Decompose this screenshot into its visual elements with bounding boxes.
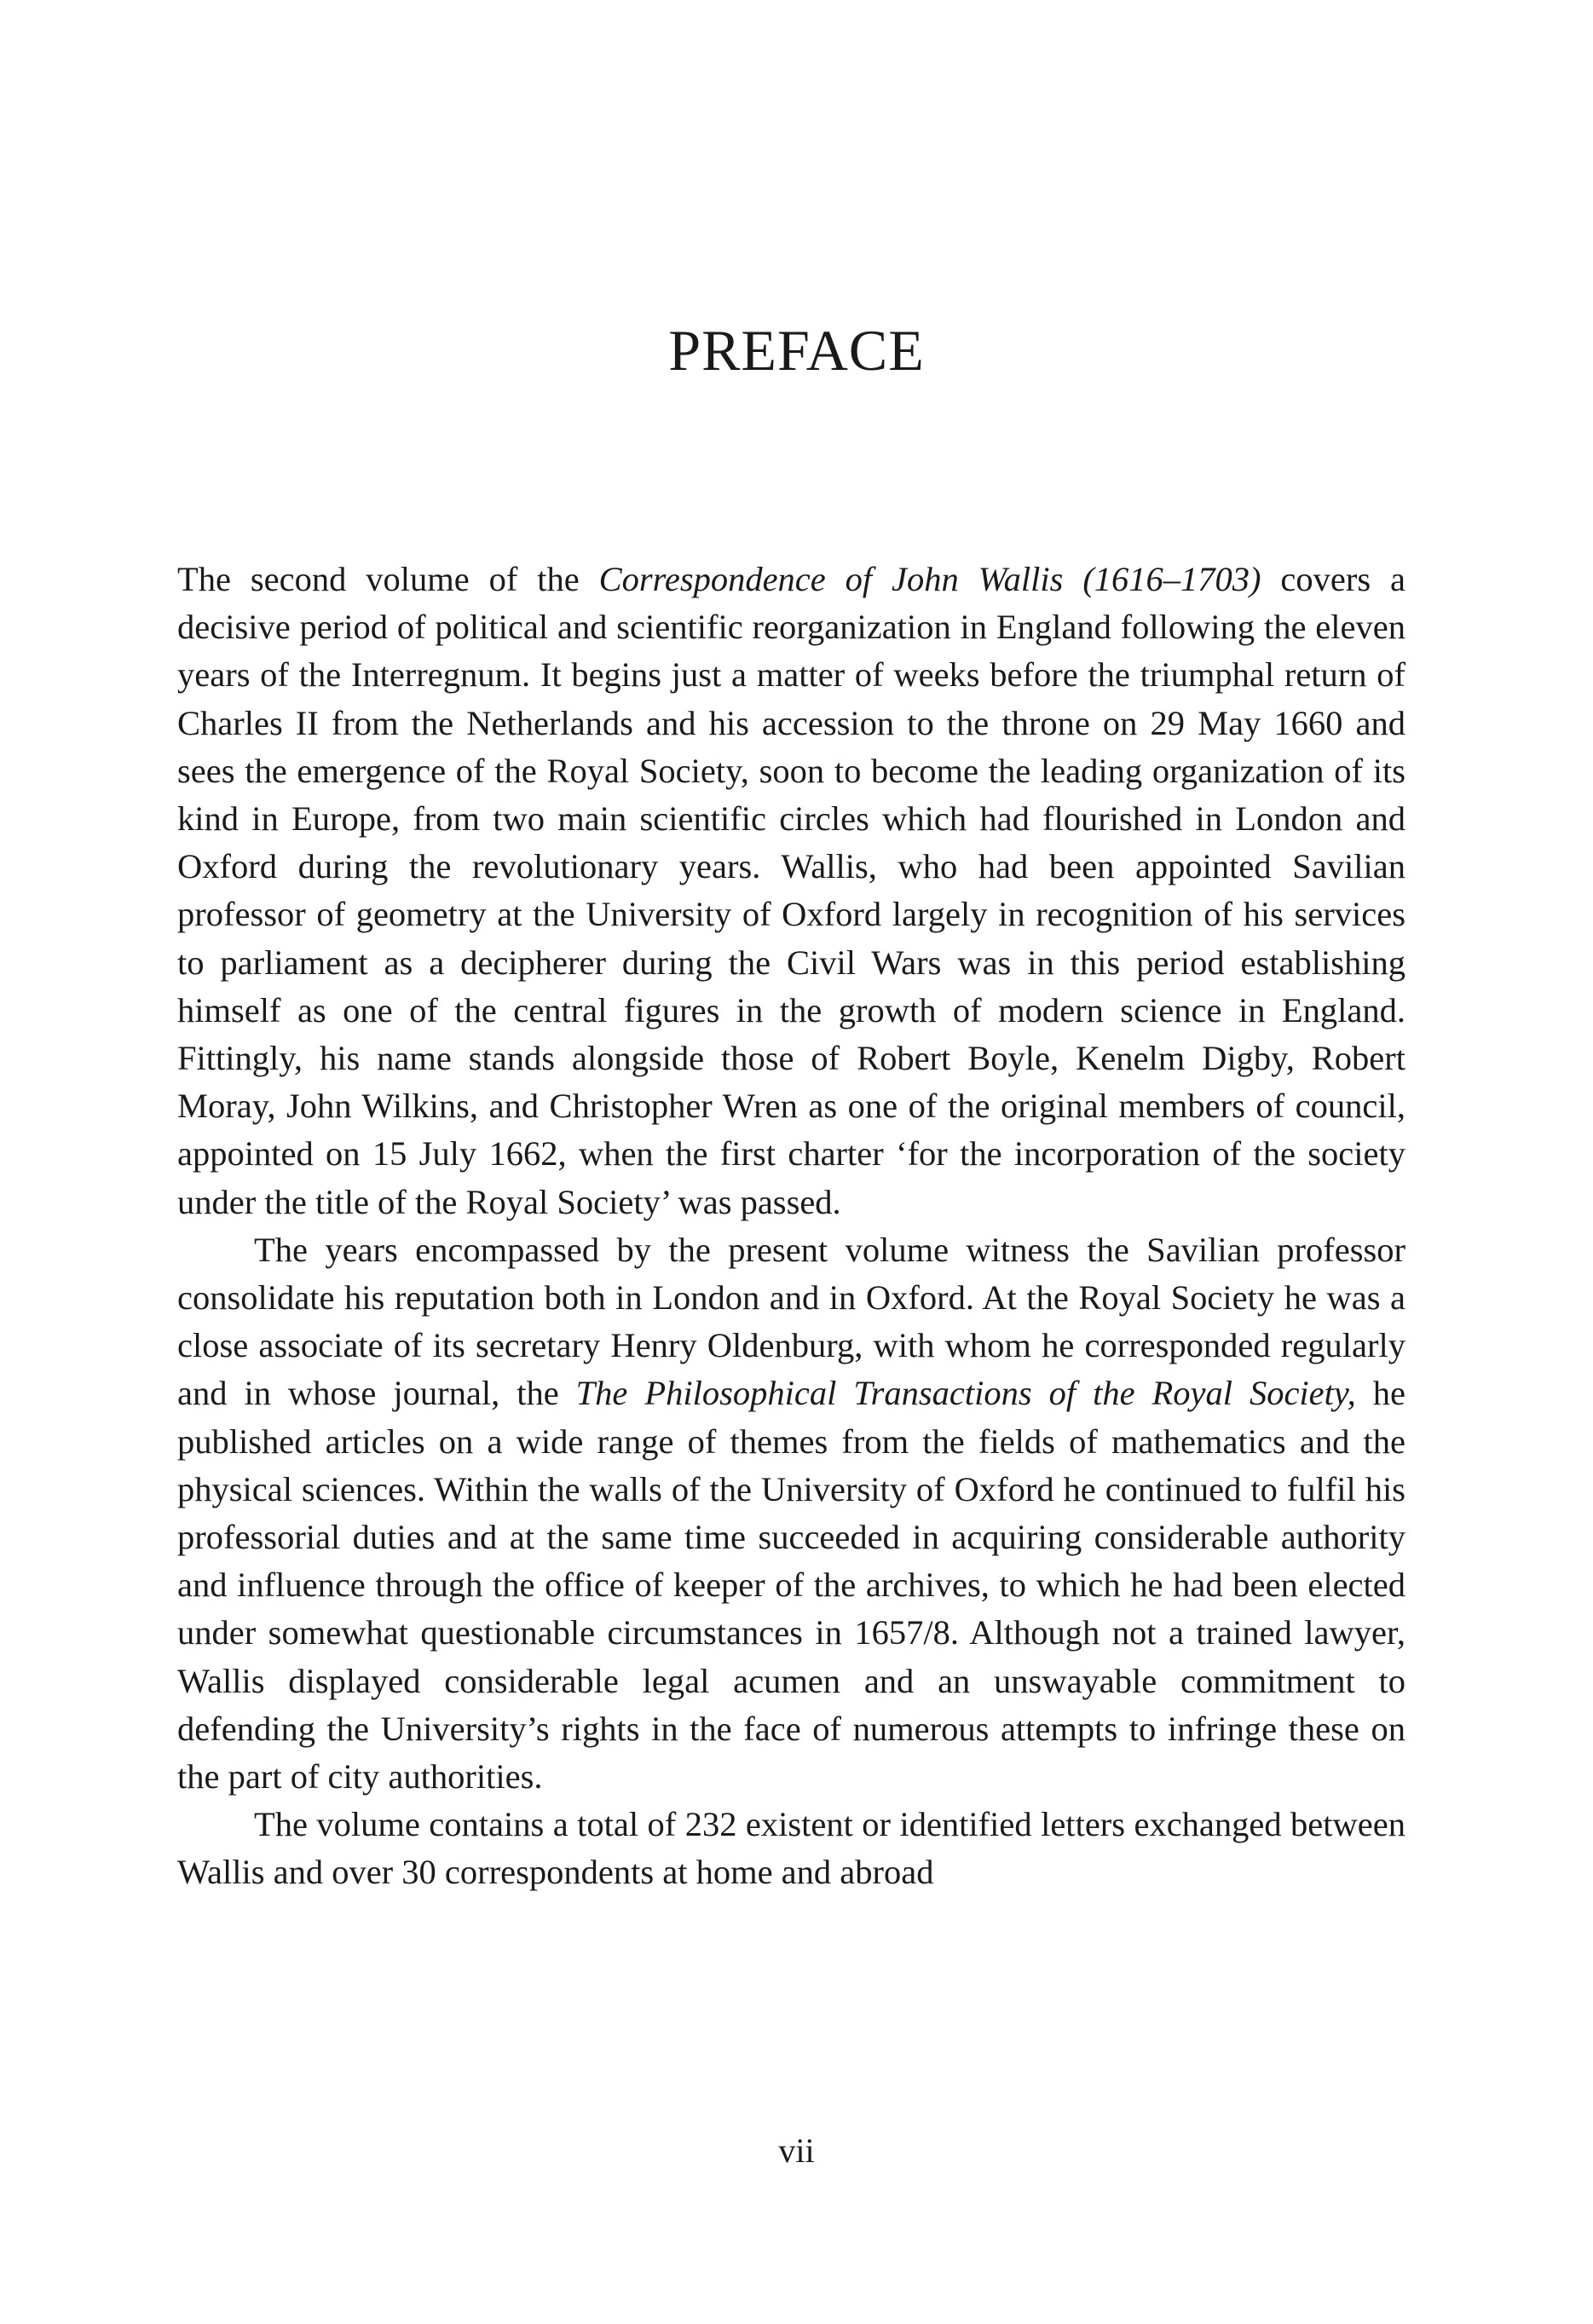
text-segment: he published articles on a wide range of themes from the fields of mathematics and the physical sciences. Within the walls of the University of Oxford he continued to fulfil his professorial duties and at the same time succeeded in acquiring considerable authority and influence through the office of keeper of the archives, to which he had been elected under somewhat questionable circumstances in 1657/8. Although not a trained lawyer, Wallis displayed considerable legal acumen and an unswayable commitment to defending the University’s rights in the face of numerous attempts to infringe these on the part of city authorities. — [177, 1374, 1405, 1796]
journal-title-italic: The Philosophical Transactions of the Royal Society, — [575, 1374, 1356, 1413]
book-title-italic: Correspondence of John Wallis (1616–1703) — [598, 560, 1261, 598]
preface-body — [177, 556, 1405, 1897]
text-segment: The volume contains a total of 232 existent or identified letters exchanged between Wallis and over 30 correspondents at home and abroad — [177, 1805, 1405, 1892]
text-segment: covers a decisive period of political and scientific reorganization in England following the eleven years of the Interregnum. It begins just a matter of weeks before the triumphal return of Charles II from the Netherlands and his accession to the throne on 29 May 1660 and sees the emergence of the Royal Society, soon to become the leading organization of its kind in Europe, from two main scientific circles which had flourished in London and Oxford during the revolutionary years. Wallis, who had been appointed Savilian professor of geometry at the University of Oxford largely in recognition of his services to parliament as a decipherer during the Civil Wars was in this period establishing himself as one of the central figures in the growth of modern science in England. Fittingly, his name stands alongside those of Robert Boyle, Kenelm Digby, Robert Moray, John Wilkins, and Christopher Wren as one of the original members of council, appointed on 15 July 1662, when the first charter ‘for the incorporation of the society under the title of the Royal Society’ was passed. — [177, 560, 1405, 1221]
page-number: vii — [778, 2131, 815, 2170]
text-segment: The years encompassed by the present volume witness the Savilian professor consolidate his reputation both in London and in Oxford. At the Royal Society he was a close associate of its secretary Henry Oldenburg, with whom he corresponded regularly and in whose journal, the — [177, 1230, 1405, 1413]
paragraph-2 — [177, 1226, 1405, 1801]
page-title: PREFACE — [668, 318, 925, 383]
paragraph-1 — [177, 556, 1405, 1226]
text-segment: The second volume of the — [177, 560, 599, 598]
paragraph-3 — [177, 1801, 1405, 1896]
